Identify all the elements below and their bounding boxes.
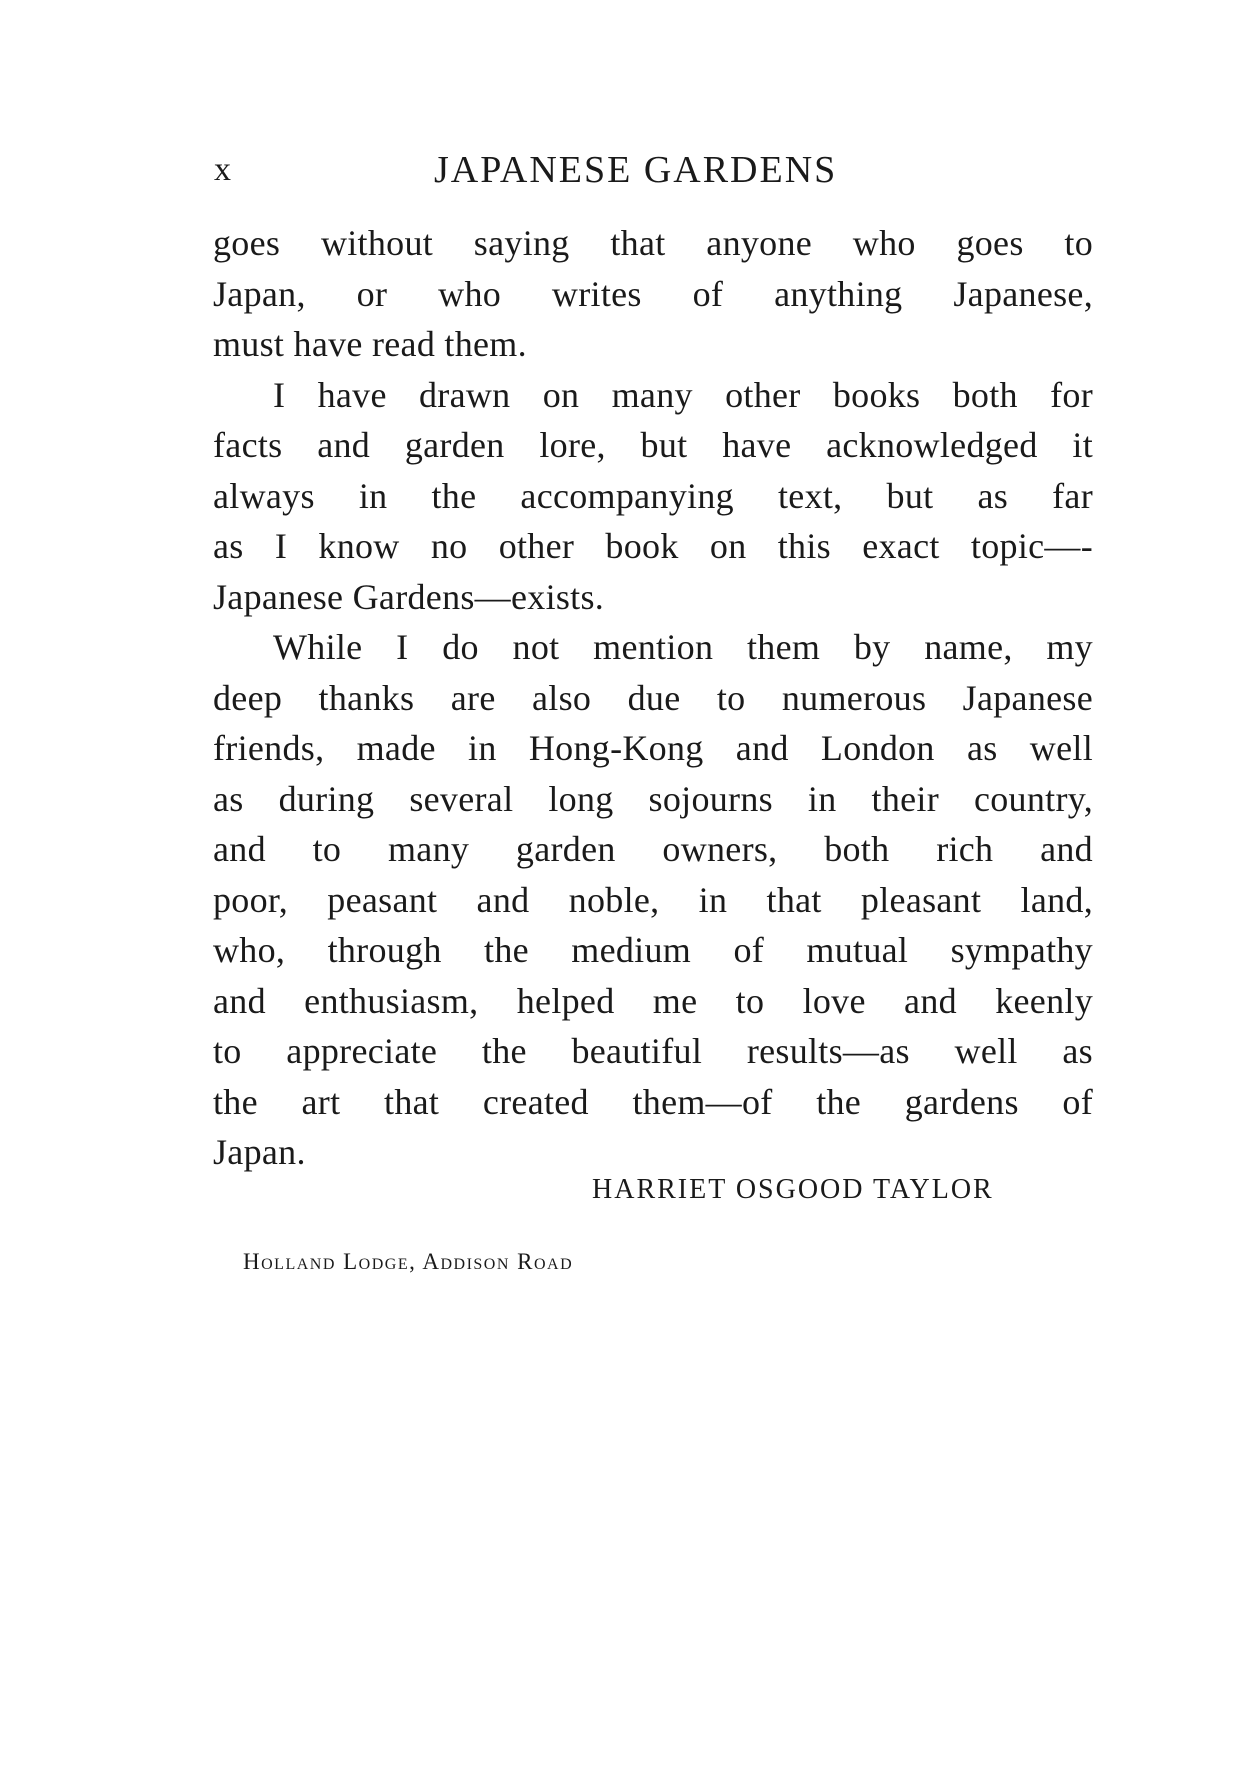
book-title: JAPANESE GARDENS bbox=[434, 149, 838, 191]
text-line: deep thanks are also due to numerous Japanese bbox=[213, 677, 1093, 718]
page-number: x bbox=[214, 151, 231, 188]
text-line: poor, peasant and noble, in that pleasant land, bbox=[213, 879, 1093, 920]
text-line: the art that created them—of the gardens of bbox=[213, 1081, 1093, 1122]
text-line: who, through the medium of mutual sympathy bbox=[213, 930, 1093, 970]
author-signature: HARRIET OSGOOD TAYLOR bbox=[592, 1174, 994, 1205]
paragraph bbox=[213, 370, 1093, 623]
running-head bbox=[214, 146, 1014, 194]
text-line: as during several long sojourns in their country, bbox=[213, 778, 1093, 819]
text-line: and enthusiasm, helped me to love and keenly bbox=[213, 980, 1093, 1021]
text-line: I have drawn on many other books both for bbox=[273, 374, 1093, 415]
text-line: Japanese Gardens—exists. bbox=[213, 576, 605, 617]
paragraph bbox=[213, 218, 1093, 370]
text-line: friends, made in Hong-Kong and London as well bbox=[213, 728, 1093, 768]
text-line: Japan, or who writes of anything Japanese, bbox=[213, 273, 1093, 314]
text-line: always in the accompanying text, but as far bbox=[213, 475, 1093, 516]
paragraph bbox=[213, 622, 1093, 1178]
text-line: as I know no other book on this exact topic—- bbox=[213, 526, 1093, 566]
text-line: facts and garden lore, but have acknowledged it bbox=[213, 425, 1093, 465]
text-line: and to many garden owners, both rich and bbox=[213, 829, 1093, 869]
text-line: goes without saying that anyone who goes to bbox=[213, 223, 1093, 263]
text-line: Japan. bbox=[213, 1132, 306, 1172]
author-address: Holland Lodge, Addison Road bbox=[243, 1249, 574, 1274]
text-line: While I do not mention them by name, my bbox=[273, 627, 1093, 667]
text-line: must have read them. bbox=[213, 324, 527, 364]
body-text bbox=[213, 218, 1093, 1178]
text-line: to appreciate the beautiful results—as well as bbox=[213, 1031, 1093, 1071]
